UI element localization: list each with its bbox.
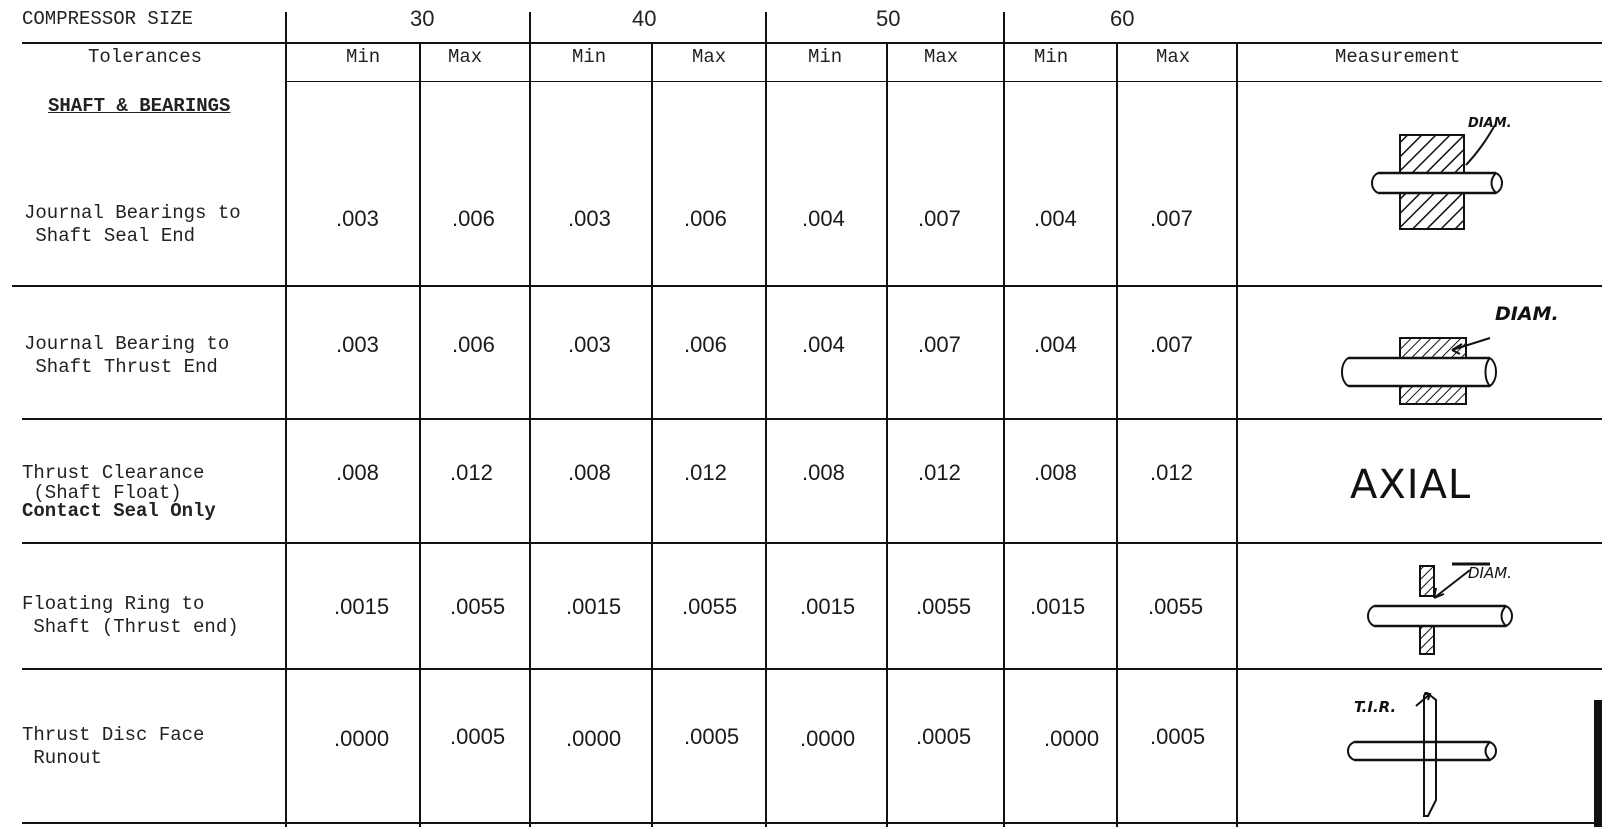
col-rule-g <box>1003 12 1005 827</box>
section-title: SHAFT & BEARINGS <box>48 95 231 117</box>
size-40: 40 <box>632 6 657 31</box>
cell-value: .003 <box>336 206 379 231</box>
col-rule-a <box>285 12 287 827</box>
bearing-diam-icon <box>1340 300 1580 410</box>
cell-value: .0015 <box>800 594 856 619</box>
diam-annotation: DIAM. <box>1468 116 1512 131</box>
row-label-line: (Shaft Float) <box>22 482 182 504</box>
row-label-line: Journal Bearing to <box>24 333 230 355</box>
cell-value: .0055 <box>1148 594 1204 619</box>
row-label-line: Thrust Disc Face <box>22 724 205 746</box>
cell-value: .0005 <box>916 724 972 749</box>
cell-value: .003 <box>568 206 611 231</box>
row-label-line: Contact Seal Only <box>22 500 216 522</box>
cell-value: .007 <box>1150 206 1193 231</box>
cell-value: .012 <box>1150 460 1193 485</box>
cell-value: .0000 <box>800 726 856 751</box>
cell-value: .007 <box>918 206 961 231</box>
row-label-line: Runout <box>22 747 102 769</box>
cell-value: .0000 <box>334 726 390 751</box>
cell-value: .008 <box>802 460 845 485</box>
cell-value: .0015 <box>1030 594 1086 619</box>
cell-value: .003 <box>336 332 379 357</box>
cell-value: .0000 <box>1044 726 1100 751</box>
cell-value: .006 <box>684 206 727 231</box>
cell-value: .0055 <box>450 594 506 619</box>
cell-value: .008 <box>336 460 379 485</box>
col-50-min: Min <box>808 46 843 68</box>
diam-annotation: DIAM. <box>1468 564 1512 582</box>
col-rule-i <box>1236 44 1238 827</box>
cell-value: .006 <box>684 332 727 357</box>
row-label-line: Shaft (Thrust end) <box>22 616 239 638</box>
col-60-min: Min <box>1034 46 1069 68</box>
cell-value: .007 <box>918 332 961 357</box>
cell-value: .006 <box>452 332 495 357</box>
tir-annotation: T.I.R. <box>1354 698 1397 716</box>
row-label-line: Shaft Thrust End <box>24 356 218 378</box>
rule-row-2 <box>22 418 1602 420</box>
cell-value: .0000 <box>566 726 622 751</box>
cell-value: .008 <box>568 460 611 485</box>
cell-value: .0015 <box>334 594 390 619</box>
size-30: 30 <box>410 6 435 31</box>
cell-value: .007 <box>1150 332 1193 357</box>
col-rule-h <box>1116 44 1118 827</box>
thrust-disc-icon <box>1340 692 1510 822</box>
cell-value: .008 <box>1034 460 1077 485</box>
diam-annotation: DIAM. <box>1495 303 1559 325</box>
col-rule-f <box>886 44 888 827</box>
col-30-min: Min <box>346 46 381 68</box>
col-30-max: Max <box>448 46 483 68</box>
row-label <box>22 593 239 639</box>
cell-value: .0005 <box>1150 724 1206 749</box>
cell-value: .0055 <box>916 594 972 619</box>
row-label <box>24 202 241 248</box>
rule-row-1 <box>12 285 1602 287</box>
cell-value: .012 <box>918 460 961 485</box>
col-40-max: Max <box>692 46 727 68</box>
cell-value: .004 <box>1034 332 1077 357</box>
row-label-line: Thrust Clearance <box>22 462 205 484</box>
rule-bottom <box>22 822 1602 824</box>
cell-value: .0005 <box>684 724 740 749</box>
row-label-line: Journal Bearings to <box>24 202 241 224</box>
cell-value: .004 <box>1034 206 1077 231</box>
rule-header-sub <box>285 81 1602 82</box>
measurement-label: Measurement <box>1335 46 1461 68</box>
row-label <box>22 724 204 770</box>
bearing-diam-icon <box>1370 115 1560 235</box>
cell-value: .006 <box>452 206 495 231</box>
size-60: 60 <box>1110 6 1135 31</box>
col-40-min: Min <box>572 46 607 68</box>
row-label <box>24 333 229 379</box>
scan-edge-mark <box>1594 700 1602 827</box>
row-label <box>22 462 216 521</box>
floating-ring-icon <box>1360 560 1600 670</box>
size-50: 50 <box>876 6 901 31</box>
rule-row-3 <box>22 542 1602 544</box>
compressor-size-label: COMPRESSOR SIZE <box>22 8 194 30</box>
row-label-line: Floating Ring to <box>22 593 205 615</box>
col-50-max: Max <box>924 46 959 68</box>
rule-header-top <box>22 42 1602 44</box>
cell-value: .004 <box>802 332 845 357</box>
col-rule-b <box>419 44 421 827</box>
col-rule-c <box>529 12 531 827</box>
row-label-line: Shaft Seal End <box>24 225 196 247</box>
col-rule-e <box>765 12 767 827</box>
col-rule-d <box>651 44 653 827</box>
cell-value: .0015 <box>566 594 622 619</box>
cell-value: .012 <box>450 460 493 485</box>
cell-value: .0055 <box>682 594 738 619</box>
col-60-max: Max <box>1156 46 1191 68</box>
cell-value: .004 <box>802 206 845 231</box>
cell-value: .012 <box>684 460 727 485</box>
cell-value: .003 <box>568 332 611 357</box>
tolerances-label: Tolerances <box>88 46 203 68</box>
axial-text: AXIAL <box>1350 462 1472 508</box>
cell-value: .0005 <box>450 724 506 749</box>
